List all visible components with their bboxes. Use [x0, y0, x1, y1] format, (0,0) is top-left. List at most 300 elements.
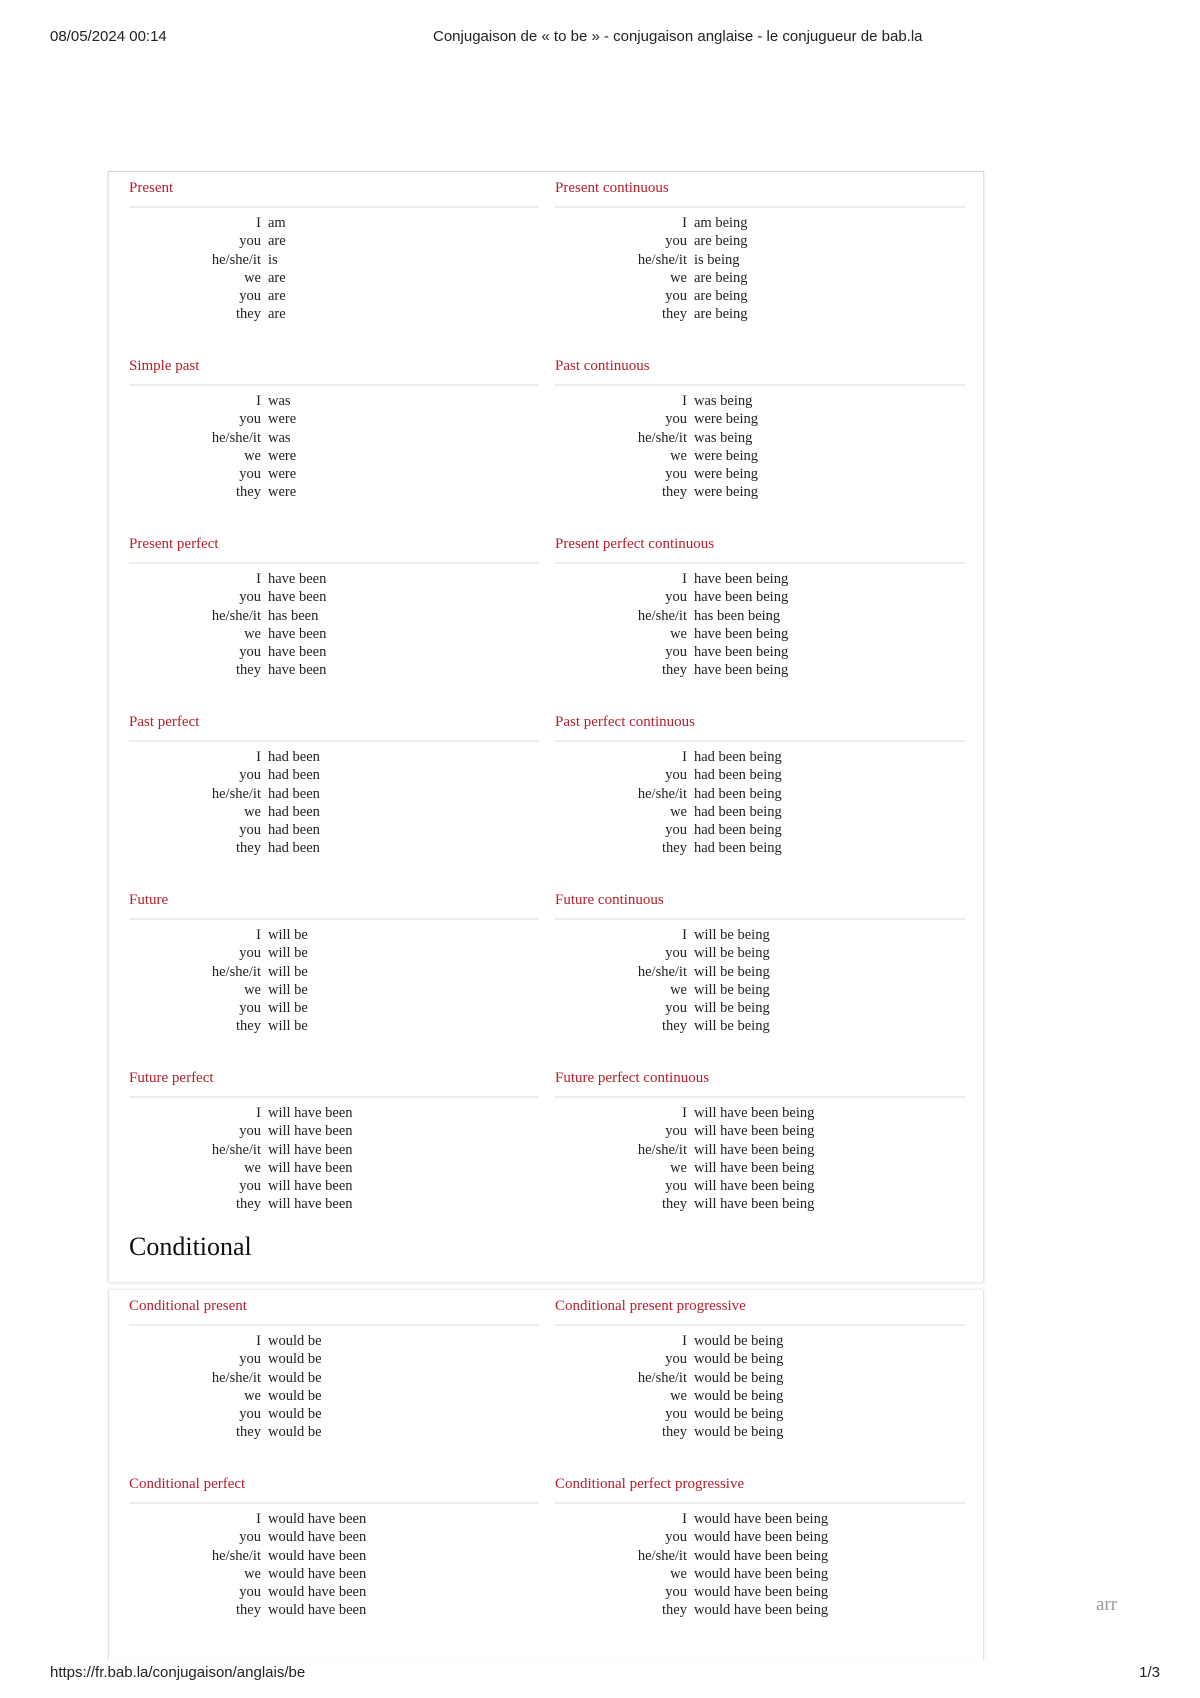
pronoun: you: [239, 1123, 261, 1140]
conjugation-row: [129, 1369, 539, 1387]
tense-block: [129, 884, 539, 1054]
conjugation-row: [129, 1141, 539, 1159]
verb-form: have been: [268, 662, 327, 679]
conjugation-row: [555, 269, 965, 287]
pronoun: he/she/it: [211, 785, 261, 802]
verb-form: are: [268, 269, 286, 286]
verb-form: would have been being: [694, 1511, 829, 1527]
pronoun: you: [239, 589, 261, 606]
pronoun: you: [665, 1178, 687, 1195]
conjugation-row: [129, 1177, 539, 1195]
verb-form: had been: [268, 840, 320, 857]
verb-form: has been being: [694, 607, 781, 624]
tense-divider: [555, 1502, 965, 1504]
pronoun: he/she/it: [637, 963, 687, 980]
pronoun: you: [239, 1178, 261, 1195]
pronoun: you: [239, 1529, 261, 1546]
conjugation-row: [555, 748, 965, 766]
verb-form: have been: [268, 589, 327, 606]
tense-divider: [129, 740, 539, 742]
verb-form: will have been: [268, 1141, 353, 1158]
pronoun: I: [256, 1333, 261, 1349]
tense-block: [555, 706, 965, 876]
tense-block: [555, 1062, 965, 1232]
pronoun: he/she/it: [211, 429, 261, 446]
tense-name: Future perfect continuous: [555, 1070, 710, 1086]
verb-form: have been: [268, 571, 327, 587]
pronoun: we: [244, 625, 261, 642]
conjugation-row: [555, 1017, 965, 1035]
verb-form: will have been being: [694, 1178, 815, 1195]
pronoun: you: [665, 945, 687, 962]
pronoun: they: [236, 484, 261, 501]
verb-form: will be being: [694, 963, 770, 980]
pronoun: I: [682, 1333, 687, 1349]
conjugation-row: [555, 1332, 965, 1350]
verb-form: would be being: [694, 1369, 784, 1386]
conjugation-row: [555, 392, 965, 410]
tense-name: Past perfect continuous: [555, 714, 695, 730]
conjugation-list: [129, 570, 539, 680]
pronoun: you: [239, 1351, 261, 1368]
conjugation-row: [129, 392, 539, 410]
verb-form: would be being: [694, 1424, 784, 1441]
conjugation-row: [555, 999, 965, 1017]
verb-form: will be: [268, 945, 308, 962]
conjugation-row: [555, 607, 965, 625]
verb-form: would have been: [268, 1584, 367, 1601]
pronoun: you: [665, 1584, 687, 1601]
tense-divider: [555, 918, 965, 920]
tense-block: [555, 172, 965, 342]
pronoun: you: [665, 822, 687, 839]
conjugation-row: [129, 766, 539, 784]
tense-name: Future continuous: [555, 892, 664, 908]
verb-form: will be being: [694, 1018, 770, 1035]
conjugation-row: [129, 839, 539, 857]
pronoun: he/she/it: [637, 1547, 687, 1564]
verb-form: had been being: [694, 785, 782, 802]
verb-form: would be: [268, 1406, 322, 1423]
pronoun: we: [670, 981, 687, 998]
pronoun: I: [682, 927, 687, 943]
verb-form: have been being: [694, 662, 789, 679]
conjugation-row: [129, 305, 539, 323]
pronoun: he/she/it: [637, 785, 687, 802]
pronoun: I: [256, 749, 261, 765]
conjugation-row: [129, 1159, 539, 1177]
verb-form: will be: [268, 1000, 308, 1017]
conjugation-list: [555, 392, 965, 502]
conjugation-row: [129, 1601, 539, 1619]
pronoun: you: [665, 1000, 687, 1017]
verb-form: would have been: [268, 1529, 367, 1546]
tense-name: Conditional perfect progressive: [555, 1476, 745, 1492]
verb-form: were being: [694, 484, 759, 501]
conjugation-row: [129, 926, 539, 944]
pronoun: you: [239, 1584, 261, 1601]
verb-form: would have been being: [694, 1529, 829, 1546]
pronoun: you: [665, 767, 687, 784]
verb-form: are being: [694, 233, 748, 250]
verb-form: would be being: [694, 1333, 784, 1349]
conjugation-list: [129, 926, 539, 1036]
pronoun: you: [239, 288, 261, 305]
verb-form: was: [268, 393, 291, 409]
pronoun: he/she/it: [211, 1547, 261, 1564]
conjugation-row: [555, 447, 965, 465]
pronoun: we: [244, 803, 261, 820]
conjugation-row: [555, 839, 965, 857]
conjugation-row: [129, 963, 539, 981]
pronoun: we: [670, 1565, 687, 1582]
pronoun: he/she/it: [637, 1141, 687, 1158]
conjugation-row: [129, 821, 539, 839]
verb-form: would have been: [268, 1602, 367, 1619]
tense-block: [129, 1062, 539, 1232]
conjugation-row: [555, 1510, 965, 1528]
verb-form: are being: [694, 306, 748, 323]
pronoun: you: [665, 1529, 687, 1546]
tense-block: [555, 350, 965, 520]
pronoun: he/she/it: [637, 1369, 687, 1386]
pronoun: you: [239, 822, 261, 839]
tense-divider: [555, 206, 965, 208]
verb-form: will have been: [268, 1196, 353, 1213]
conjugation-row: [129, 1547, 539, 1565]
pronoun: I: [682, 571, 687, 587]
pronoun: I: [682, 749, 687, 765]
conjugation-row: [129, 625, 539, 643]
pronoun: I: [682, 215, 687, 231]
tense-divider: [555, 740, 965, 742]
verb-form: was: [268, 429, 291, 446]
conjugation-row: [555, 1104, 965, 1122]
pronoun: he/she/it: [211, 1141, 261, 1158]
conjugation-row: [555, 963, 965, 981]
verb-form: had been being: [694, 767, 782, 784]
verb-form: would have been: [268, 1565, 367, 1582]
pronoun: we: [670, 269, 687, 286]
pronoun: I: [256, 1511, 261, 1527]
tense-block: [129, 1468, 539, 1638]
verb-form: will be being: [694, 1000, 770, 1017]
verb-form: have been being: [694, 571, 789, 587]
tense-name: Present: [129, 180, 174, 196]
pronoun: you: [665, 1406, 687, 1423]
verb-form: would be being: [694, 1406, 784, 1423]
conjugation-row: [129, 999, 539, 1017]
verb-form: will have been being: [694, 1123, 815, 1140]
conjugation-row: [555, 766, 965, 784]
pronoun: they: [662, 1196, 687, 1213]
conjugation-row: [129, 269, 539, 287]
pronoun: we: [670, 1159, 687, 1176]
conjugation-row: [129, 287, 539, 305]
pronoun: they: [236, 1018, 261, 1035]
conjugation-list: [129, 1332, 539, 1442]
tense-block: [555, 528, 965, 698]
pronoun: you: [239, 1406, 261, 1423]
tense-name: Conditional present: [129, 1298, 247, 1314]
conjugation-row: [129, 944, 539, 962]
conjugation-list: [129, 392, 539, 502]
pronoun: you: [665, 1351, 687, 1368]
pronoun: I: [256, 1105, 261, 1121]
verb-form: would be: [268, 1369, 322, 1386]
conjugation-row: [555, 287, 965, 305]
verb-form: will have been being: [694, 1141, 815, 1158]
conjugation-row: [555, 251, 965, 269]
tense-block: [555, 884, 965, 1054]
pronoun: we: [670, 447, 687, 464]
conjugation-row: [129, 1565, 539, 1583]
conjugation-list: [129, 214, 539, 324]
watermark-text: arr: [1096, 1594, 1118, 1615]
tense-name: Conditional perfect: [129, 1476, 246, 1492]
verb-form: would have been being: [694, 1547, 829, 1564]
verb-form: will be being: [694, 927, 770, 943]
tense-divider: [129, 1096, 539, 1098]
verb-form: would have been being: [694, 1565, 829, 1582]
verb-form: would be: [268, 1387, 322, 1404]
pronoun: he/she/it: [211, 607, 261, 624]
conjugation-list: [555, 1332, 965, 1442]
conjugation-row: [555, 429, 965, 447]
conjugation-row: [555, 944, 965, 962]
conjugation-row: [129, 447, 539, 465]
conjugation-row: [555, 1387, 965, 1405]
conjugation-row: [555, 232, 965, 250]
verb-form: have been: [268, 625, 327, 642]
conjugation-row: [555, 1195, 965, 1213]
pronoun: we: [244, 1159, 261, 1176]
pronoun: he/she/it: [211, 251, 261, 268]
conjugation-row: [555, 1565, 965, 1583]
conjugation-row: [555, 1159, 965, 1177]
pronoun: you: [665, 233, 687, 250]
conjugation-row: [129, 410, 539, 428]
verb-form: would have been being: [694, 1602, 829, 1619]
verb-form: was being: [694, 429, 753, 446]
pronoun: they: [662, 1602, 687, 1619]
verb-form: would have been: [268, 1547, 367, 1564]
verb-form: would be: [268, 1351, 322, 1368]
tense-divider: [129, 1502, 539, 1504]
pronoun: they: [236, 662, 261, 679]
verb-form: had been being: [694, 840, 782, 857]
conjugation-row: [129, 1583, 539, 1601]
conjugation-list: [129, 1510, 539, 1620]
conjugation-list: [555, 1510, 965, 1620]
conjugation-list: [555, 748, 965, 858]
pronoun: they: [236, 1196, 261, 1213]
conjugation-row: [129, 1387, 539, 1405]
pronoun: I: [682, 1105, 687, 1121]
pronoun: he/she/it: [637, 251, 687, 268]
conjugation-row: [129, 981, 539, 999]
pronoun: you: [665, 466, 687, 483]
print-url: https://fr.bab.la/conjugaison/anglais/be: [50, 1664, 306, 1681]
conjugation-list: [555, 214, 965, 324]
conjugation-row: [129, 1423, 539, 1441]
verb-form: am: [268, 215, 286, 231]
pronoun: he/she/it: [637, 607, 687, 624]
verb-form: will be: [268, 963, 308, 980]
verb-form: are: [268, 233, 286, 250]
conjugation-row: [129, 1350, 539, 1368]
pronoun: they: [236, 1424, 261, 1441]
conjugation-row: [129, 483, 539, 501]
tense-divider: [129, 1324, 539, 1326]
pronoun: they: [662, 1424, 687, 1441]
conjugation-row: [555, 1547, 965, 1565]
conjugation-row: [129, 429, 539, 447]
tense-divider: [555, 1096, 965, 1098]
conjugation-row: [129, 1122, 539, 1140]
verb-form: had been: [268, 767, 320, 784]
verb-form: have been being: [694, 589, 789, 606]
conjugation-row: [555, 1122, 965, 1140]
tense-block: [129, 528, 539, 698]
pronoun: you: [239, 411, 261, 428]
pronoun: you: [665, 589, 687, 606]
verb-form: will be being: [694, 945, 770, 962]
pronoun: we: [670, 803, 687, 820]
print-datetime: 08/05/2024 00:14: [50, 28, 167, 45]
verb-form: were: [268, 466, 297, 483]
indicative-card: [108, 172, 984, 1282]
tense-divider: [555, 562, 965, 564]
verb-form: will have been: [268, 1159, 353, 1176]
verb-form: will have been being: [694, 1159, 815, 1176]
conjugation-row: [129, 465, 539, 483]
pronoun: we: [670, 625, 687, 642]
conjugation-row: [555, 1141, 965, 1159]
conjugation-row: [129, 785, 539, 803]
tense-name: Present perfect continuous: [555, 536, 715, 552]
verb-form: would be: [268, 1424, 322, 1441]
pronoun: he/she/it: [211, 963, 261, 980]
verb-form: will have been: [268, 1123, 353, 1140]
tense-name: Past perfect: [129, 714, 200, 730]
conjugation-row: [555, 785, 965, 803]
conjugation-list: [129, 1104, 539, 1214]
conjugation-row: [555, 1177, 965, 1195]
tense-divider: [129, 918, 539, 920]
verb-form: would be: [268, 1333, 322, 1349]
verb-form: would have been: [268, 1511, 367, 1527]
conjugation-row: [555, 465, 965, 483]
conjugation-row: [555, 803, 965, 821]
verb-form: have been being: [694, 644, 789, 661]
conjugation-row: [555, 1369, 965, 1387]
conjugation-row: [129, 748, 539, 766]
pronoun: they: [662, 840, 687, 857]
verb-form: is: [268, 251, 278, 268]
verb-form: would have been being: [694, 1584, 829, 1601]
verb-form: will have been: [268, 1178, 353, 1195]
verb-form: have been: [268, 644, 327, 661]
tense-block: [129, 350, 539, 520]
pronoun: they: [662, 1018, 687, 1035]
conjugation-list: [129, 748, 539, 858]
pronoun: he/she/it: [211, 1369, 261, 1386]
pronoun: we: [244, 1565, 261, 1582]
conjugation-row: [129, 1405, 539, 1423]
tense-block: [555, 1468, 965, 1638]
tense-divider: [129, 562, 539, 564]
verb-form: will have been being: [694, 1196, 815, 1213]
conjugation-row: [129, 661, 539, 679]
verb-form: were: [268, 484, 297, 501]
pronoun: they: [662, 306, 687, 323]
verb-form: would be being: [694, 1351, 784, 1368]
verb-form: were: [268, 411, 297, 428]
conjugation-row: [555, 1423, 965, 1441]
conjugation-row: [129, 803, 539, 821]
verb-form: will be: [268, 927, 308, 943]
tense-name: Simple past: [129, 358, 200, 374]
conjugation-row: [555, 643, 965, 661]
conjugation-row: [129, 1528, 539, 1546]
pronoun: you: [665, 288, 687, 305]
tense-block: [129, 1290, 539, 1460]
pronoun: you: [239, 466, 261, 483]
pronoun: you: [239, 767, 261, 784]
conjugation-row: [555, 1601, 965, 1619]
conjugation-row: [555, 1350, 965, 1368]
pronoun: I: [256, 571, 261, 587]
verb-form: had been being: [694, 822, 782, 839]
print-page-number: 1/3: [1139, 1664, 1160, 1681]
conjugation-list: [555, 570, 965, 680]
conjugation-row: [555, 483, 965, 501]
tense-name: Present perfect: [129, 536, 219, 552]
pronoun: you: [665, 411, 687, 428]
verb-form: had been: [268, 749, 320, 765]
pronoun: I: [682, 393, 687, 409]
tense-block: [129, 706, 539, 876]
verb-form: are being: [694, 288, 748, 305]
conjugation-row: [129, 251, 539, 269]
verb-form: are being: [694, 269, 748, 286]
verb-form: were being: [694, 466, 759, 483]
conjugation-row: [129, 588, 539, 606]
conjugation-row: [555, 570, 965, 588]
verb-form: has been: [268, 607, 319, 624]
tense-divider: [129, 206, 539, 208]
conjugation-row: [129, 214, 539, 232]
tense-name: Future perfect: [129, 1070, 214, 1086]
tense-name: Present continuous: [555, 180, 669, 196]
verb-form: had been being: [694, 749, 782, 765]
verb-form: are: [268, 306, 286, 323]
verb-form: had been being: [694, 803, 782, 820]
pronoun: you: [239, 644, 261, 661]
pronoun: they: [236, 840, 261, 857]
pronoun: they: [236, 306, 261, 323]
pronoun: we: [244, 447, 261, 464]
verb-form: will be: [268, 981, 308, 998]
conjugation-row: [555, 625, 965, 643]
pronoun: you: [239, 945, 261, 962]
pronoun: I: [256, 927, 261, 943]
verb-form: will be: [268, 1018, 308, 1035]
verb-form: were: [268, 447, 297, 464]
conjugation-row: [555, 1405, 965, 1423]
pronoun: you: [665, 1123, 687, 1140]
